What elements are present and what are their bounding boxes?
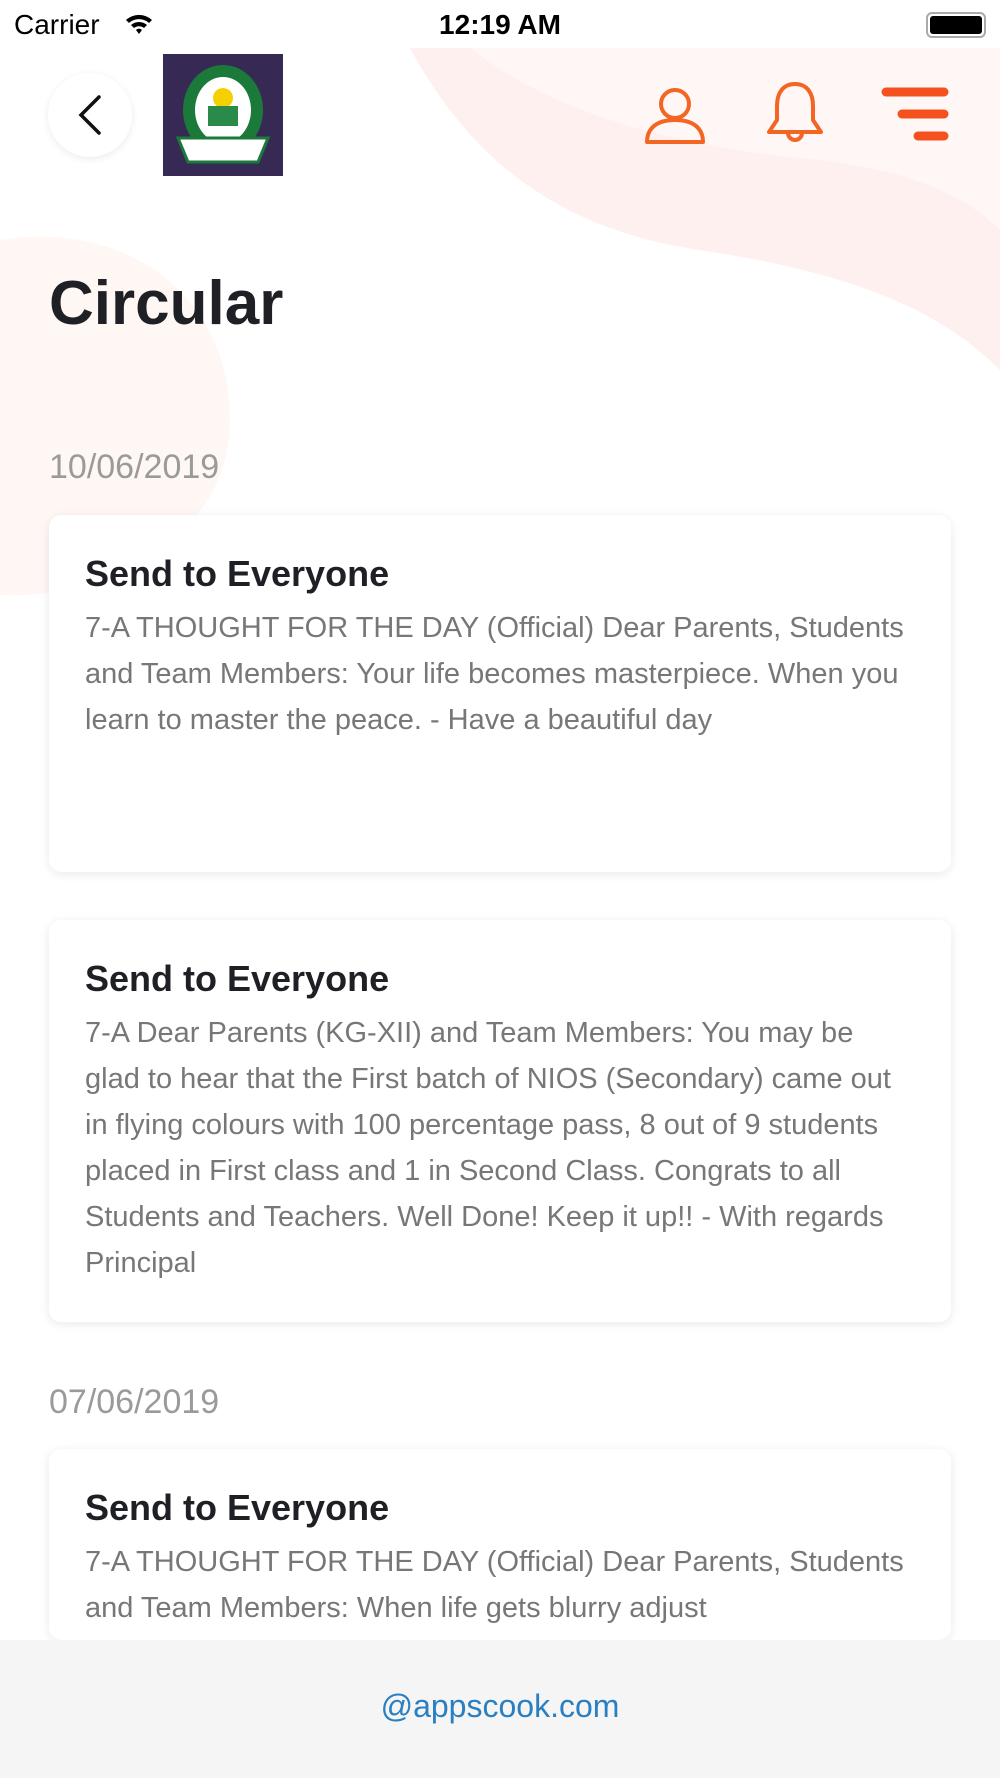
circular-title: Send to Everyone: [85, 1487, 390, 1528]
date-header: 07/06/2019: [49, 1383, 220, 1421]
page-title: Circular: [49, 269, 284, 338]
school-logo: [163, 54, 283, 176]
circular-title: Send to Everyone: [85, 958, 390, 999]
carrier-label: Carrier: [14, 9, 100, 40]
status-bar: [0, 0, 1000, 48]
footer: [0, 1640, 1000, 1778]
circular-card[interactable]: [49, 1449, 951, 1640]
circular-body: 7-A THOUGHT FOR THE DAY (Official) Dear Parents, Students and Team Members: Your life becomes masterpiece. When you learn to master the peace. - Have a beautiful day: [85, 612, 904, 736]
appscook-link[interactable]: @appscook.com: [380, 1688, 620, 1724]
clock: 12:19 AM: [439, 9, 561, 40]
back-icon: [75, 93, 105, 137]
date-header: 10/06/2019: [49, 448, 220, 486]
circular-card[interactable]: [49, 920, 951, 1322]
circular-body: 7-A THOUGHT FOR THE DAY (Official) Dear Parents, Students and Team Members: When life gets blurry adjust: [85, 1546, 904, 1624]
battery-icon: [926, 12, 986, 38]
menu-icon[interactable]: [880, 86, 950, 142]
circular-card[interactable]: [49, 515, 951, 872]
circular-body: 7-A Dear Parents (KG-XII) and Team Members: You may be glad to hear that the First batch of NIOS (Secondary) came out in flying colours with 100 percentage pass, 8 out of 9 students placed in First class and 1 in Second Class. Congrats to all Students and Teachers. Well Done! Keep it up!! - With regards Principal: [85, 1017, 891, 1279]
circular-title: Send to Everyone: [85, 553, 390, 594]
back-button[interactable]: [48, 73, 132, 157]
profile-icon[interactable]: [643, 86, 707, 146]
bell-icon[interactable]: [760, 80, 830, 150]
